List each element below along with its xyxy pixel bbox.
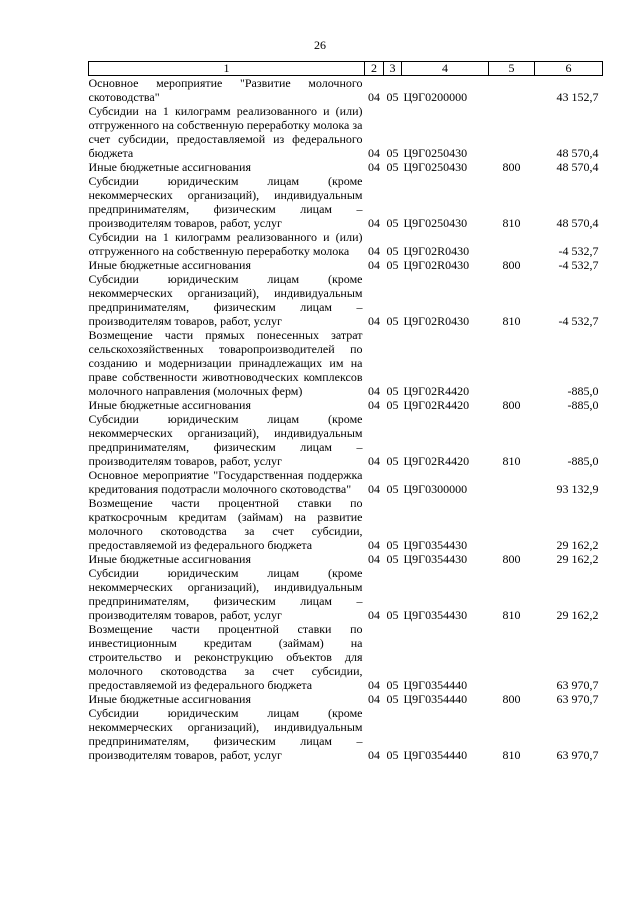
row-pr: 05 [386,216,399,230]
row-pr: 05 [386,692,399,706]
row-name: Основное мероприятие "Государственная поддержка кредитования подотрасли молочного скотоводства" [88,468,363,496]
row-name: Субсидии юридическим лицам (кроме некоммерческих организаций), индивидуальным предпринимателям, физическим лицам – производителям товаров, работ, услуг [88,706,363,762]
row-csr: Ц9Г0354430 [403,552,468,566]
row-vr [489,496,535,552]
row-csr: Ц9Г02R0430 [403,314,470,328]
page-number: 26 [314,38,326,52]
table-row [89,706,603,762]
row-rz: 04 [368,748,380,762]
row-rz: 04 [368,678,380,692]
row-amount: -4 532,7 [558,258,599,272]
row-name: Субсидии юридическим лицам (кроме некоммерческих организаций), индивидуальным предпринимателям, физическим лицам – производителям товаров, работ, услуг [88,566,363,622]
row-rz: 04 [368,454,380,468]
row-pr: 05 [386,384,399,398]
row-name: Субсидии юридическим лицам (кроме некоммерческих организаций), индивидуальным предпринимателям, физическим лицам – производителям товаров, работ, услуг [88,272,363,328]
row-pr: 05 [386,258,399,272]
row-amount: 29 162,2 [556,538,599,552]
row-pr: 05 [386,608,399,622]
row-vr [489,230,535,258]
table-row [89,328,603,398]
row-csr: Ц9Г0250430 [403,146,468,160]
row-amount: 48 570,4 [556,216,599,230]
table-row [89,398,603,412]
table-row [89,496,603,552]
row-name: Иные бюджетные ассигнования [88,258,251,272]
row-name: Субсидии юридическим лицам (кроме некоммерческих организаций), индивидуальным предпринимателям, физическим лицам – производителям товаров, работ, услуг [88,174,363,230]
header-cell-csr: 4 [402,62,489,76]
row-name: Иные бюджетные ассигнования [88,398,251,412]
row-amount: 29 162,2 [556,608,599,622]
row-rz: 04 [368,90,380,104]
row-pr: 05 [386,538,399,552]
row-name: Субсидии на 1 килограмм реализованного и (или) отгруженного на собственную переработку молока [88,230,363,258]
row-name: Основное мероприятие "Развитие молочного скотоводства" [88,76,363,104]
row-rz: 04 [368,692,380,706]
row-csr: Ц9Г0354440 [403,692,468,706]
row-amount: -4 532,7 [558,244,599,258]
header-cell-rz: 2 [365,62,384,76]
header-cell-pr: 3 [384,62,402,76]
row-csr: Ц9Г02R4420 [403,384,470,398]
row-csr: Ц9Г0354430 [403,538,468,552]
row-name: Субсидии на 1 килограмм реализованного и (или) отгруженного на собственную переработку молока за счет субсидии, предоставляемой из федерального бюджета [88,104,363,160]
row-vr: 810 [502,454,521,468]
table-row [89,412,603,468]
row-amount: -885,0 [567,454,599,468]
row-rz: 04 [368,244,380,258]
row-amount: 48 570,4 [556,146,599,160]
row-pr: 05 [386,90,399,104]
row-name: Иные бюджетные ассигнования [88,552,251,566]
row-rz: 04 [368,314,380,328]
row-name: Возмещение части процентной ставки по краткосрочным кредитам (займам) на развитие молочного скотоводства за счет субсидии, предоставляемой из федерального бюджета [88,496,363,552]
row-csr: Ц9Г02R0430 [403,258,470,272]
header-cell-amount: 6 [535,62,603,76]
table-row [89,174,603,230]
row-csr: Ц9Г0354440 [403,678,468,692]
row-pr: 05 [386,160,399,174]
row-rz: 04 [368,160,380,174]
row-rz: 04 [368,258,380,272]
row-csr: Ц9Г0200000 [403,90,468,104]
row-rz: 04 [368,538,380,552]
row-amount: -885,0 [567,398,599,412]
row-csr: Ц9Г0300000 [403,482,468,496]
row-amount: 93 132,9 [556,482,599,496]
row-rz: 04 [368,482,380,496]
row-vr [489,76,535,105]
row-vr [489,468,535,496]
table-row [89,692,603,706]
row-pr: 05 [386,398,399,412]
row-vr [489,328,535,398]
table-row [89,552,603,566]
row-rz: 04 [368,552,380,566]
row-rz: 04 [368,398,380,412]
row-csr: Ц9Г0250430 [403,160,468,174]
row-amount: 63 970,7 [556,678,599,692]
table-row [89,160,603,174]
row-pr: 05 [386,314,399,328]
row-name: Иные бюджетные ассигнования [88,692,251,706]
row-vr: 810 [502,216,521,230]
row-name: Субсидии юридическим лицам (кроме некоммерческих организаций), индивидуальным предпринимателям, физическим лицам – производителям товаров, работ, услуг [88,412,363,468]
header-cell-vr: 5 [489,62,535,76]
row-vr: 810 [502,314,521,328]
row-csr: Ц9Г0354430 [403,608,468,622]
row-pr: 05 [386,454,399,468]
row-name: Иные бюджетные ассигнования [88,160,251,174]
row-vr: 810 [502,748,521,762]
row-rz: 04 [368,608,380,622]
row-vr: 800 [502,160,521,174]
table-row [89,622,603,692]
row-name: Возмещение части процентной ставки по инвестиционным кредитам (займам) на строительство и реконструкцию объектов для молочного скотоводства за счет субсидии, предоставляемой из федерального бюджета [88,622,363,692]
table-row [89,272,603,328]
row-amount: 48 570,4 [556,160,599,174]
row-vr: 800 [502,552,521,566]
row-pr: 05 [386,748,399,762]
row-pr: 05 [386,146,399,160]
table-row [89,468,603,496]
table-row [89,104,603,160]
row-rz: 04 [368,216,380,230]
row-amount: 63 970,7 [556,692,599,706]
row-rz: 04 [368,146,380,160]
table-header-row [89,62,603,76]
table-row [89,230,603,258]
row-amount: 63 970,7 [556,748,599,762]
row-csr: Ц9Г02R4420 [403,398,470,412]
row-amount: 29 162,2 [556,552,599,566]
row-pr: 05 [386,244,399,258]
table-row [89,76,603,105]
row-pr: 05 [386,552,399,566]
header-cell-name: 1 [89,62,365,76]
row-pr: 05 [386,482,399,496]
row-vr: 800 [502,692,521,706]
row-csr: Ц9Г0250430 [403,216,468,230]
table-row [89,566,603,622]
table-body [89,76,603,763]
row-vr: 810 [502,608,521,622]
budget-table [88,61,603,762]
row-vr [489,622,535,692]
row-amount: -4 532,7 [558,314,599,328]
row-vr: 800 [502,398,521,412]
row-amount: 43 152,7 [556,90,599,104]
row-csr: Ц9Г0354440 [403,748,468,762]
table-row [89,258,603,272]
row-name: Возмещение части прямых понесенных затрат сельскохозяйственных товаропроизводителей по созданию и модернизации принадлежащих им на праве собственности животноводческих комплексов молочного направления (молочных ферм) [88,328,363,398]
row-vr: 800 [502,258,521,272]
row-rz: 04 [368,384,380,398]
row-vr [489,104,535,160]
row-amount: -885,0 [567,384,599,398]
row-csr: Ц9Г02R4420 [403,454,470,468]
row-csr: Ц9Г02R0430 [403,244,470,258]
row-pr: 05 [386,678,399,692]
